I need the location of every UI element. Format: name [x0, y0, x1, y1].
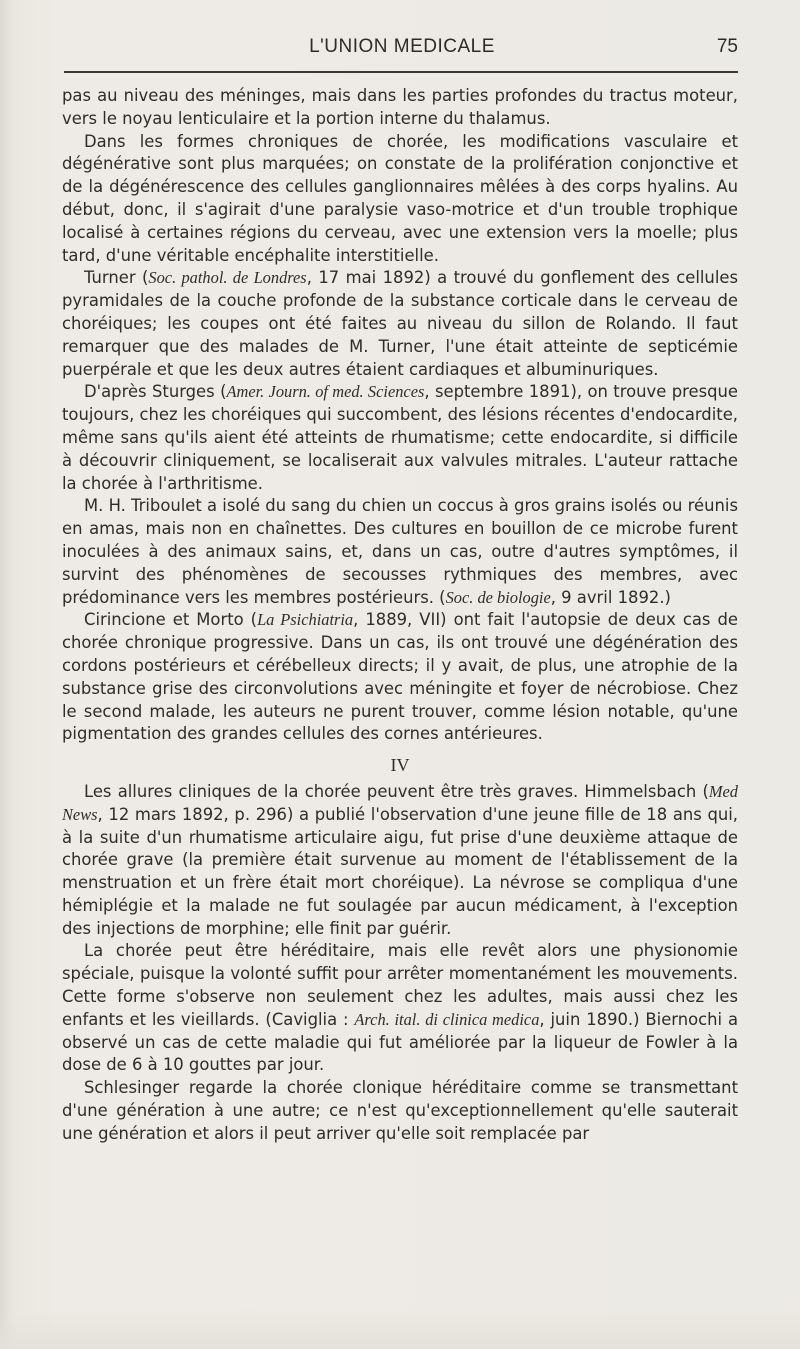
header-rule: [64, 71, 738, 73]
body-text: [62, 85, 738, 1146]
page-header: [64, 36, 740, 68]
paragraph-8: La chorée peut être héréditaire, mais elle revêt alors une physionomie spéciale, puisque la volonté suffit pour arrêter momentanément les mouvements. Cette forme s'observe non seulement chez les adultes, mais aussi chez les enfants et les vieillards. (Caviglia : Arch. ital. di clinica medica, juin 1890.) Biernochi a observé un cas de cette maladie qui fut améliorée par la liqueur de Fowler à la dose de 6 à 10 gouttes par jour.: [62, 941, 739, 1075]
page-number: 75: [716, 36, 738, 57]
citation-caviglia: Arch. ital. di clinica medica: [354, 1009, 540, 1029]
citation-turner: Soc. pathol. de Londres: [148, 268, 307, 288]
paragraph-6: Cirincione et Morto (La Psichiatria, 1889, VII) ont fait l'autopsie de deux cas de chorée chronique progressive. Dans un cas, ils ont trouvé une dégénération des cordons postérieurs et cérébelleux directs; il y avait, de plus, une atrophie de la substance grise des circonvolutions avec méningite et foyer de nécrobiose. Chez le second malade, les auteurs ne purent trouver, comme lésion notable, qu'une pigmentation des grandes cellules des cornes antérieures.: [62, 610, 738, 744]
citation-triboulet: Soc. de biologie: [445, 587, 551, 607]
paragraph-1: pas au niveau des méninges, mais dans les parties profondes du tractus moteur, vers le noyau lenticulaire et la portion interne du thalamus.: [62, 86, 738, 128]
paragraph-4: D'après Sturges (Amer. Journ. of med. Sciences, septembre 1891), on trouve presque toujours, chez les choréiques qui succombent, des lésions récentes d'endocardite, même sans qu'ils aient été atteints de rhumatisme; cette endocardite, si difficile à découvrir cliniquement, se localiserait aux valvules mitrales. L'auteur rattache la chorée à l'arthritisme.: [62, 382, 738, 493]
citation-cirincione: La Psichiatria: [257, 610, 354, 630]
citation-himmelsbach: Med News: [62, 781, 738, 824]
section-heading: IV: [390, 755, 410, 776]
paragraph-5: M. H. Triboulet a isolé du sang du chien un coccus à gros grains isolés ou réunis en amas, mais non en chaînettes. Des cultures en bouillon de ce microbe furent inoculées à des animaux sains, et, dans un cas, outre d'autres symptômes, il survint des phénomènes de secousses rythmiques des membres, avec prédominance vers les membres postérieurs. (Soc. de biologie, 9 avril 1892.): [62, 496, 738, 607]
paragraph-9: Schlesinger regarde la chorée clonique héréditaire comme se transmettant d'une génération à une autre; ce n'est qu'exceptionnellement qu'elle sauterait une génération et alors il peut arriver qu'elle soit remplacée par: [62, 1078, 738, 1143]
paragraph-7: Les allures cliniques de la chorée peuvent être très graves. Himmelsbach (Med News, 12 mars 1892, p. 296) a publié l'observation d'une jeune fille de 18 ans qui, à la suite d'un rhumatisme articulaire aigu, fut prise d'une deuxième attaque de chorée grave (la première était survenue au moment de l'établissement de la menstruation et un frère était mort choréique). La névrose se compliqua d'une hémiplégie et la malade ne fut soulagée par aucun médicament, à l'exception des injections de morphine; elle finit par guérir.: [62, 781, 738, 938]
paragraph-2: Dans les formes chroniques de chorée, les modifications vasculaire et dégénérative sont plus marquées; on constate de la prolifération conjonctive et de la dégénérescence des cellules ganglionnaires mêlées à des corps hyalins. Au début, donc, il s'agirait d'une paralysie vaso-motrice et d'un trouble trophique localisé à certaines régions du cerveau, avec une extension vers la moelle; plus tard, d'une véritable encéphalite interstitielle.: [62, 131, 738, 265]
page-bottom-shade: [0, 1309, 800, 1349]
paragraph-3: Turner (Soc. pathol. de Londres, 17 mai 1892) a trouvé du gonflement des cellules pyramidales de la couche profonde de la substance corticale dans le cerveau de choréiques; les coupes ont été faites au niveau du sillon de Rolando. Il faut remarquer que des malades de M. Turner, l'une était atteinte de septicémie puerpérale et que les deux autres étaient cardiaques et albuminuriques.: [62, 268, 739, 379]
running-title: L'UNION MEDICALE: [309, 36, 495, 57]
citation-sturges: Amer. Journ. of med. Sciences: [226, 382, 425, 402]
